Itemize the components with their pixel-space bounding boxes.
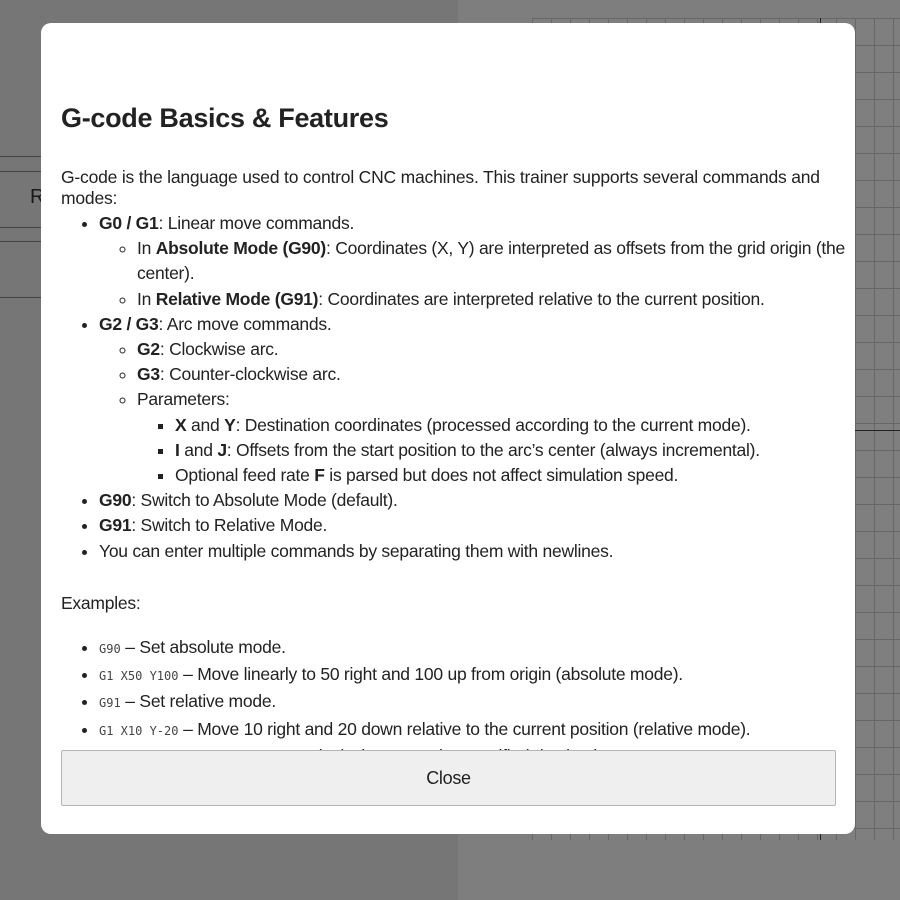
term: Y: [224, 414, 236, 435]
example-desc: – Set absolute mode.: [120, 637, 286, 658]
modal-title: G-code Basics & Features: [61, 103, 389, 133]
list-item: [99, 539, 845, 564]
example-code: G1 X10 Y-20: [99, 723, 179, 738]
example-desc: – Move 10 right and 20 down relative to the current position (relative mode).: [178, 718, 751, 739]
desc: : Offsets from the start position to the arc’s center (always incremental).: [226, 439, 760, 460]
example-code: G1 X50 Y100: [99, 669, 179, 684]
parameters-list: [137, 413, 845, 489]
term: G3: [137, 364, 160, 385]
term: Absolute Mode (G90): [155, 238, 326, 259]
term: X: [175, 414, 187, 435]
list-item: [137, 362, 845, 387]
list-item: [137, 236, 845, 286]
list-item: [137, 387, 845, 488]
prefix: Optional feed rate: [175, 465, 315, 486]
sub-list: [99, 236, 845, 312]
desc: : Linear move commands.: [158, 213, 355, 233]
desc: : Switch to Absolute Mode (default).: [131, 490, 398, 511]
example-code: G90: [99, 642, 121, 657]
example-item: [99, 662, 845, 689]
prefix: In: [137, 288, 156, 309]
term: G91: [99, 515, 132, 536]
desc: is parsed but does not affect simulation speed.: [324, 465, 679, 486]
list-item: [99, 211, 845, 312]
modal-content: [61, 211, 845, 771]
list-item: [137, 337, 845, 362]
close-button[interactable]: Close: [61, 750, 836, 806]
desc: : Counter-clockwise arc.: [159, 364, 341, 385]
list-item: [99, 488, 845, 513]
term: J: [217, 439, 227, 460]
desc: : Coordinates are interpreted relative to the current position.: [318, 288, 765, 309]
term: Relative Mode (G91): [155, 288, 319, 309]
term: G90: [99, 490, 132, 511]
desc: : Coordinates (X, Y) are interpreted as offsets from the grid origin (the center).: [137, 238, 845, 284]
example-item: [99, 635, 845, 662]
term: F: [314, 465, 325, 486]
example-item: [99, 689, 845, 716]
examples-heading: Examples:: [61, 592, 141, 613]
parameters-label: Parameters:: [137, 389, 230, 410]
features-list: [61, 211, 845, 564]
conj: and: [179, 439, 218, 460]
example-code: G91: [99, 696, 121, 711]
desc: : Arc move commands.: [158, 313, 332, 334]
help-modal: [41, 23, 855, 834]
sub-list: [99, 337, 845, 488]
list-item: [175, 413, 845, 438]
prefix: In: [137, 238, 156, 259]
desc: : Switch to Relative Mode.: [131, 515, 328, 536]
desc: : Destination coordinates (processed according to the current mode).: [235, 414, 751, 435]
example-item: [99, 717, 845, 744]
example-desc: – Move linearly to 50 right and 100 up from origin (absolute mode).: [178, 664, 683, 685]
term: G2 / G3: [99, 313, 159, 334]
desc: : Clockwise arc.: [159, 339, 279, 360]
list-item: [99, 513, 845, 538]
intro-text: G-code is the language used to control CNC machines. This trainer supports several commands and modes:: [61, 167, 820, 208]
list-item: [99, 312, 845, 488]
term: I: [175, 439, 180, 460]
list-item: [137, 287, 845, 312]
example-desc: – Set relative mode.: [120, 691, 276, 712]
conj: and: [186, 414, 225, 435]
term: G0 / G1: [99, 213, 159, 233]
desc: You can enter multiple commands by separating them with newlines.: [99, 540, 614, 561]
term: G2: [137, 339, 160, 360]
list-item: [175, 463, 845, 488]
list-item: [175, 438, 845, 463]
